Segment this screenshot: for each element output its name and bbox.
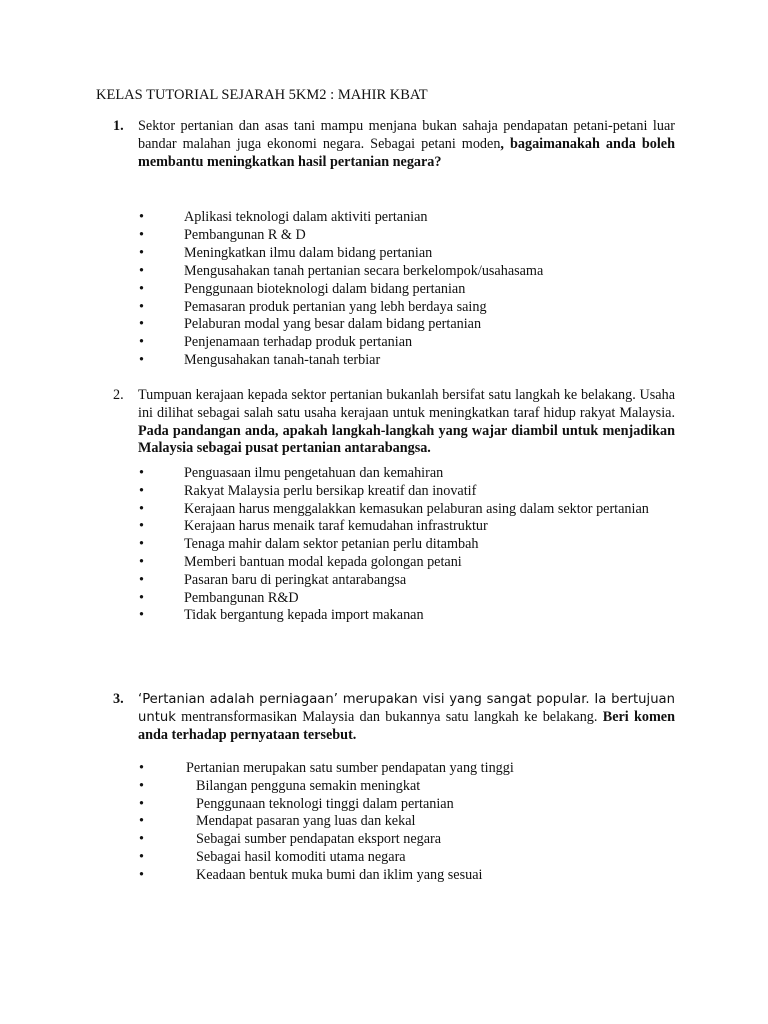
bullet-icon: • — [139, 607, 144, 624]
bullet-icon: • — [139, 352, 144, 369]
question-prompt: Beri komen anda terhadap pernyataan tersebut. — [138, 708, 675, 743]
bullet-icon: • — [139, 280, 144, 297]
list-item — [139, 245, 675, 263]
list-item-text: Tenaga mahir dalam sektor petanian perlu ditambah — [184, 536, 479, 553]
bullet-icon: • — [139, 262, 144, 279]
list-item — [139, 554, 675, 572]
list-item-text: Penguasaan ilmu pengetahuan dan kemahiran — [184, 465, 444, 481]
list-item — [139, 299, 675, 317]
list-item — [139, 760, 675, 778]
bullet-icon: • — [139, 795, 144, 812]
bullet-icon: • — [139, 536, 144, 553]
answer-list-3 — [139, 760, 675, 885]
list-item — [139, 483, 675, 501]
list-item-text: Sebagai sumber pendapatan eksport negara — [196, 831, 442, 848]
list-item-text: Penggunaan teknologi tinggi dalam pertanian — [196, 795, 454, 812]
list-item — [139, 607, 675, 625]
list-item-text: Meningkatkan ilmu dalam bidang pertanian — [184, 244, 433, 261]
list-item — [139, 813, 675, 831]
list-item — [139, 849, 675, 867]
question-number: 2. — [113, 387, 124, 403]
list-item-text: Kerajaan harus menaik taraf kemudahan infrastruktur — [184, 518, 488, 535]
list-item-text: Kerajaan harus menggalakkan kemasukan pelaburan asing dalam sektor pertanian — [184, 500, 649, 517]
list-item — [139, 227, 675, 245]
question-quote: ‘Pertanian adalah perniagaan’ merupakan visi yang sangat popular. Ia bertujuan untuk — [138, 692, 675, 725]
bullet-icon: • — [139, 465, 144, 481]
question-number: 1. — [113, 118, 124, 134]
list-item — [139, 465, 675, 483]
bullet-icon: • — [139, 334, 144, 351]
bullet-icon: • — [139, 518, 144, 535]
list-item — [139, 281, 675, 299]
list-item — [139, 209, 675, 227]
bullet-icon: • — [139, 813, 144, 830]
list-item-text: Pembangunan R&D — [184, 589, 299, 606]
list-item — [139, 778, 675, 796]
bullet-icon: • — [139, 482, 144, 499]
bullet-icon: • — [139, 500, 144, 517]
list-item-text: Pelaburan modal yang besar dalam bidang pertanian — [184, 316, 482, 333]
bullet-icon: • — [139, 831, 144, 848]
list-item-text: Penggunaan bioteknologi dalam bidang pertanian — [184, 280, 466, 297]
list-item-text: Pertanian merupakan satu sumber pendapatan yang tinggi — [186, 760, 514, 776]
list-item-text: Mengusahakan tanah-tanah terbiar — [184, 352, 381, 369]
bullet-icon: • — [139, 589, 144, 606]
question-text — [138, 691, 675, 744]
list-item-text: Keadaan bentuk muka bumi dan iklim yang sesuai — [196, 866, 483, 883]
question-3 — [113, 691, 675, 744]
list-item — [139, 501, 675, 519]
list-item — [139, 536, 675, 554]
bullet-icon: • — [139, 226, 144, 243]
list-item — [139, 867, 675, 885]
list-item — [139, 831, 675, 849]
question-1 — [113, 118, 675, 171]
bullet-icon: • — [139, 848, 144, 865]
bullet-icon: • — [139, 866, 144, 883]
bullet-icon: • — [139, 298, 144, 315]
question-text — [138, 387, 675, 458]
list-item-text: Bilangan pengguna semakin meningkat — [196, 777, 421, 794]
list-item — [139, 572, 675, 590]
question-prompt: , bagaimanakah anda boleh membantu meningkatkan hasil pertanian negara? — [138, 135, 675, 170]
bullet-icon: • — [139, 553, 144, 570]
question-body: mentransformasikan Malaysia dan bukannya satu langkah ke belakang. — [175, 708, 603, 725]
question-2 — [113, 387, 675, 458]
page-title: KELAS TUTORIAL SEJARAH 5KM2 : MAHIR KBAT — [96, 87, 428, 103]
list-item-text: Mendapat pasaran yang luas dan kekal — [196, 813, 416, 830]
bullet-icon: • — [139, 760, 144, 776]
list-item-text: Pemasaran produk pertanian yang lebh berdaya saing — [184, 298, 487, 315]
bullet-icon: • — [139, 244, 144, 261]
list-item — [139, 263, 675, 281]
question-body: Tumpuan kerajaan kepada sektor pertanian bukanlah bersifat satu langkah ke belakang. Usaha ini dilihat sebagai salah satu usaha kerajaan untuk meningkatkan taraf hidup rakyat Malaysia. — [138, 387, 675, 421]
list-item — [139, 796, 675, 814]
answer-list-2 — [139, 465, 675, 625]
question-number: 3. — [113, 691, 124, 707]
list-item — [139, 590, 675, 608]
bullet-icon: • — [139, 209, 144, 225]
list-item — [139, 334, 675, 352]
answer-list-1 — [139, 209, 675, 370]
list-item-text: Rakyat Malaysia perlu bersikap kreatif dan inovatif — [184, 482, 477, 499]
list-item-text: Sebagai hasil komoditi utama negara — [196, 848, 406, 865]
list-item-text: Penjenamaan terhadap produk pertanian — [184, 334, 413, 351]
bullet-icon: • — [139, 571, 144, 588]
bullet-icon: • — [139, 316, 144, 333]
list-item-text: Aplikasi teknologi dalam aktiviti pertanian — [184, 209, 428, 225]
bullet-icon: • — [139, 777, 144, 794]
list-item-text: Pembangunan R & D — [184, 226, 306, 243]
list-item-text: Tidak bergantung kepada import makanan — [184, 607, 424, 624]
list-item-text: Pasaran baru di peringkat antarabangsa — [184, 571, 407, 588]
question-prompt: Pada pandangan anda, apakah langkah-langkah yang wajar diambil untuk menjadikan Malaysia sebagai pusat pertanian antarabangsa. — [138, 422, 675, 457]
list-item — [139, 316, 675, 334]
question-body: Sektor pertanian dan asas tani mampu menjana bukan sahaja pendapatan petani-petani luar bandar malahan juga ekonomi negara. Sebagai petani moden — [138, 118, 675, 152]
list-item-text: Memberi bantuan modal kepada golongan petani — [184, 553, 462, 570]
question-text — [138, 118, 675, 171]
list-item-text: Mengusahakan tanah pertanian secara berkelompok/usahasama — [184, 262, 544, 279]
list-item — [139, 352, 675, 370]
list-item — [139, 518, 675, 536]
